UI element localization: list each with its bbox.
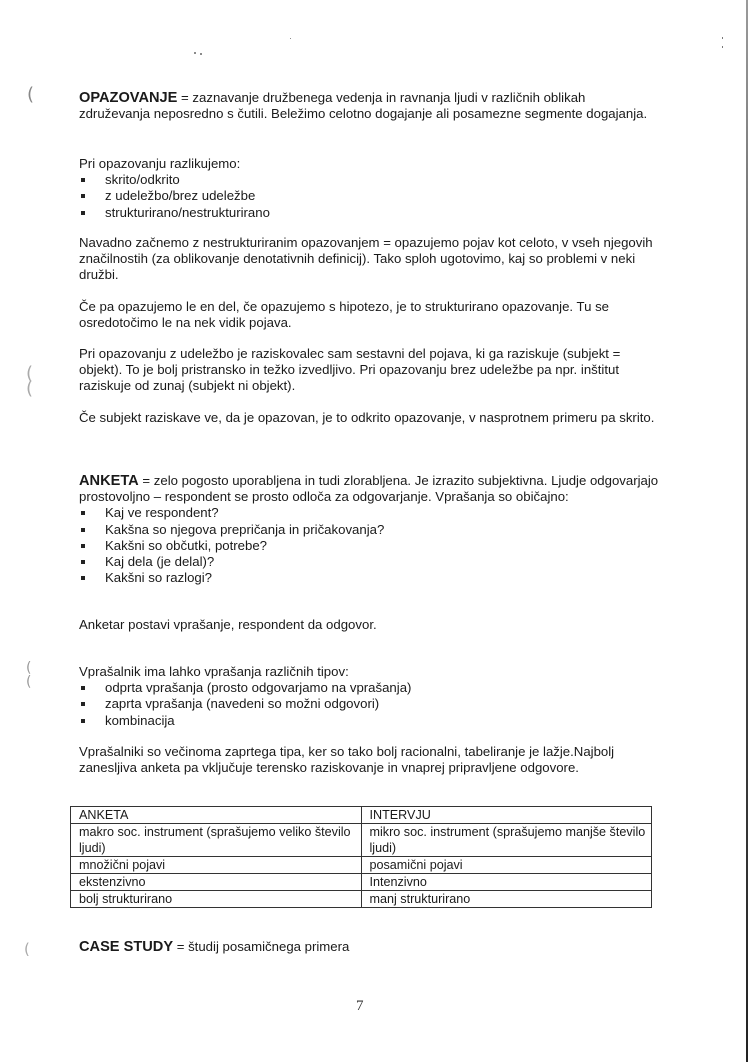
table-cell: Intenzivno (361, 874, 652, 891)
opazovanje-definition-text: = zaznavanje družbenega vedenja in ravnanja ljudi v različnih oblikah združevanja neposredno s čutili. Beležimo celotno dogajanje ali posamezne segmente dogajanja. (79, 90, 648, 122)
table-header-row (71, 807, 652, 824)
punch-hole-mark: ( (27, 84, 35, 105)
opazovanje-types (79, 156, 659, 221)
paragraph-udelezba: Pri opazovanju z udeležbo je raziskovalec sam sestavni del pojava, ki ga raziskuje (subjekt = objekt). To je bolj pristransko in težko izvedljivo. Pri opazovanju brez udeležbe pa npr. inštitut raziskuje od zunaj (subjekt ni objekt). (79, 346, 621, 394)
list-item: kombinacija (79, 713, 659, 729)
list-item: z udeležbo/brez udeležbe (79, 188, 659, 204)
opazovanje-paragraph (79, 346, 659, 395)
list-item: skrito/odkrito (79, 172, 659, 188)
scan-speck (290, 38, 291, 39)
questionnaire-intro: Vprašalnik ima lahko vprašanja različnih tipov: (79, 664, 349, 679)
scan-speck (194, 52, 196, 54)
case-study-definition (79, 939, 659, 955)
opazovanje-definition (79, 90, 659, 122)
paragraph-strukturirano: Če pa opazujemo le en del, če opazujemo s hipotezo, je to strukturirano opazovanje. Tu se osredotočimo le na nek vidik pojava. (79, 299, 610, 331)
table-row (71, 874, 652, 891)
table-cell: bolj strukturirano (71, 891, 362, 908)
list-item: zaprta vprašanja (navedeni so možni odgovori) (79, 696, 659, 712)
list-item: Kakšni so razlogi? (79, 570, 659, 586)
table-cell: posamični pojavi (361, 857, 652, 874)
opazovanje-types-list (79, 172, 659, 221)
table-cell: makro soc. instrument (sprašujemo veliko število ljudi) (71, 824, 362, 857)
punch-hole-mark: ( (26, 674, 32, 690)
anketa-definition-text: = zelo pogosto uporabljena in tudi zlorabljena. Je izrazito subjektivna. Ljudje odgovarjajo prostovoljno – respondent se prosto odloča za odgovarjanje. Vprašanja so običajno: (79, 473, 659, 505)
list-item: odprta vprašanja (prosto odgovarjamo na vprašanja) (79, 680, 659, 696)
opazovanje-paragraph (79, 235, 659, 284)
opazovanje-paragraph (79, 410, 659, 426)
table-cell: množični pojavi (71, 857, 362, 874)
table-cell: manj strukturirano (361, 891, 652, 908)
opazovanje-term: OPAZOVANJE (79, 90, 178, 106)
case-study-definition-text: = študij posamičnega primera (173, 939, 350, 954)
scanned-page-edge (746, 0, 748, 1062)
scan-speck (722, 46, 723, 48)
list-item: strukturirano/nestrukturirano (79, 205, 659, 221)
scan-speck (722, 37, 723, 39)
anketa-questionnaire-types (79, 664, 659, 729)
anketa-process-text: Anketar postavi vprašanje, respondent da odgovor. (79, 617, 377, 632)
table-cell: mikro soc. instrument (sprašujemo manjše število ljudi) (361, 824, 652, 857)
anketa-conclusion (79, 744, 664, 776)
opazovanje-types-intro: Pri opazovanju razlikujemo: (79, 156, 241, 171)
list-item: Kaj ve respondent? (79, 505, 659, 521)
list-item: Kakšni so občutki, potrebe? (79, 538, 659, 554)
table-header-cell: ANKETA (71, 807, 362, 824)
question-types-list (79, 680, 659, 729)
paragraph-odkrito-skrito: Če subjekt raziskave ve, da je opazovan, je to odkrito opazovanje, v nasprotnem primeru pa skrito. (79, 410, 655, 425)
punch-hole-mark: ( (26, 363, 34, 384)
table-row (71, 857, 652, 874)
anketa-questions-list (79, 505, 659, 586)
punch-hole-mark: ( (26, 378, 34, 399)
anketa-definition (79, 473, 659, 586)
anketa-conclusion-text: Vprašalniki so večinoma zaprtega tipa, ker so tako bolj racionalni, tabeliranje je lažje.Najbolj zanesljiva anketa pa vključuje terensko raziskovanje in vnaprej pripravljene odgovore. (79, 744, 615, 776)
opazovanje-paragraph (79, 299, 659, 331)
table-cell: ekstenzivno (71, 874, 362, 891)
list-item: Kakšna so njegova prepričanja in pričakovanja? (79, 522, 659, 538)
table-row (71, 891, 652, 908)
punch-hole-mark: ( (26, 660, 32, 676)
page-number: 7 (356, 998, 364, 1014)
punch-hole-mark: ( (24, 940, 30, 958)
table-header-cell: INTERVJU (361, 807, 652, 824)
list-item: Kaj dela (je delal)? (79, 554, 659, 570)
anketa-term: ANKETA (79, 473, 139, 489)
paragraph-nestrukturirano: Navadno začnemo z nestrukturiranim opazovanjem = opazujemo pojav kot celoto, v vseh njegovih značilnostih (za oblikovanje denotativnih definicij). Tako sploh ugotovimo, kaj so problemi v neki družbi. (79, 235, 653, 283)
table-row (71, 824, 652, 857)
anketa-process (79, 617, 659, 633)
scan-speck (200, 53, 202, 55)
case-study-term: CASE STUDY (79, 939, 174, 955)
anketa-intervju-comparison-table (70, 806, 652, 908)
